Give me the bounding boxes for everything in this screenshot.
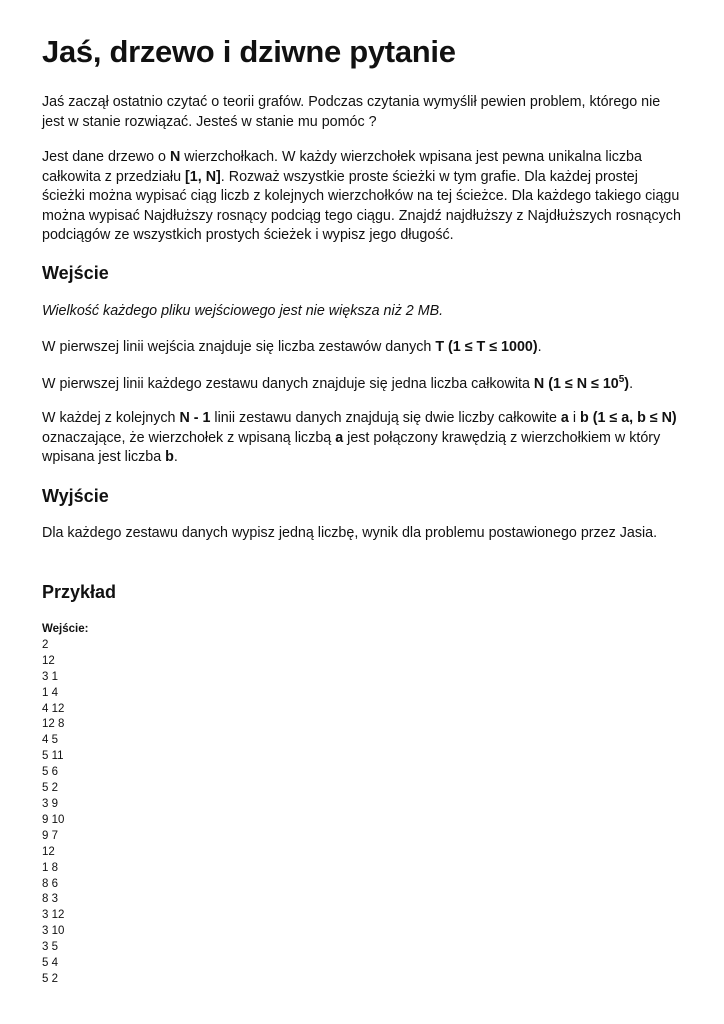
input-line-2 bbox=[42, 375, 682, 395]
example-input-line: 3 5 bbox=[42, 941, 58, 954]
n-constraint-close: ) bbox=[624, 376, 630, 392]
input-line-3-end: . bbox=[173, 449, 178, 465]
example-input-label: Wejście: bbox=[42, 623, 89, 635]
input-line-3-text: W każdej z kolejnych bbox=[42, 410, 180, 426]
n-constraint bbox=[534, 376, 629, 392]
input-line-3-text: i bbox=[568, 410, 580, 426]
example-input-line: 12 bbox=[42, 845, 55, 858]
example-input-line: 5 2 bbox=[42, 782, 58, 795]
example-input-line: 12 bbox=[42, 654, 55, 667]
t-constraint: T (1 ≤ T ≤ 1000) bbox=[435, 339, 538, 355]
var-b: b bbox=[165, 449, 174, 465]
example-input-line: 4 5 bbox=[42, 734, 58, 747]
example-input-line: 12 8 bbox=[42, 718, 65, 731]
example-input-lines bbox=[42, 638, 88, 988]
statement-text: Jest dane drzewo o bbox=[42, 149, 170, 165]
n-constraint-exponent: 5 bbox=[618, 374, 625, 385]
input-line-2-end: . bbox=[629, 376, 634, 392]
size-note: Wielkość każdego pliku wejściowego jest nie większa niż 2 MB. bbox=[42, 303, 444, 319]
example-input-line: 5 11 bbox=[42, 750, 64, 763]
example-input-line: 5 6 bbox=[42, 766, 58, 779]
var-a: a bbox=[335, 429, 344, 446]
input-line-1 bbox=[42, 338, 682, 358]
example-input-line: 3 12 bbox=[42, 909, 65, 922]
statement-text: wierzchołkach. W każdy wierzchołek wpisana jest pewna unikalna liczba całkowita z przedziału bbox=[42, 149, 642, 185]
input-line-3-text: jest połączony krawędzią z wierzchołkiem w który wpisana jest liczba bbox=[42, 429, 661, 465]
ab-constraint: b (1 ≤ a, b ≤ N) bbox=[579, 410, 677, 426]
input-line-1-text: W pierwszej linii wejścia znajduje się liczba zestawów danych bbox=[42, 339, 436, 355]
example-input-line: 2 bbox=[42, 638, 49, 651]
statement-paragraph bbox=[42, 148, 682, 246]
example-input-line: 9 10 bbox=[42, 813, 65, 826]
statement-text: . Rozważ wszystkie proste ścieżki w tym grafie. Dla każdej prostej ścieżki można wypisać ciąg liczb z kolejnych wierzchołków na tej ścieżce. Dla każdego takiego ciągu można wypisać Najdłuższy rosnący podciąg tego ciągu. Znajdź najdłuższy z Najdłuższych rosnących podciągów ze wszystkich prostych ścieżek i wypisz jego długość. bbox=[42, 168, 681, 243]
intro-paragraph: Jaś zaczął ostatnio czytać o teorii grafów. Podczas czytania wymyślił pewien problem, którego nie jest w stanie rozwiązać. Jesteś w stanie mu pomóc ? bbox=[42, 94, 661, 130]
example-input-line: 1 8 bbox=[42, 861, 58, 874]
example-input-line: 1 4 bbox=[42, 686, 58, 699]
input-line-2-text: W pierwszej linii każdego zestawu danych znajduje się jedna liczba całkowita bbox=[42, 376, 534, 392]
example-input-line: 8 6 bbox=[42, 877, 58, 890]
input-line-3 bbox=[42, 409, 682, 468]
example-input-line: 5 4 bbox=[42, 957, 58, 970]
input-line-3-text: linii zestawu danych znajdują się dwie liczby całkowite bbox=[210, 410, 561, 426]
example-heading: Przykład bbox=[42, 582, 117, 602]
output-paragraph: Dla każdego zestawu danych wypisz jedną liczbę, wynik dla problemu postawionego przez Jasia. bbox=[42, 525, 658, 541]
n-minus-1: N - 1 bbox=[179, 410, 211, 426]
example-input-line: 3 10 bbox=[42, 925, 65, 938]
var-a: a bbox=[560, 410, 569, 426]
example-input-line: 9 7 bbox=[42, 829, 58, 842]
range: [1, N] bbox=[185, 168, 221, 185]
example-input-line: 3 1 bbox=[42, 670, 58, 683]
example-input-line: 3 9 bbox=[42, 797, 58, 810]
var-n: N bbox=[169, 149, 181, 165]
input-heading: Wejście bbox=[42, 263, 109, 283]
example-input-line: 4 12 bbox=[42, 702, 65, 715]
example-input bbox=[42, 622, 88, 988]
example-input-line: 8 3 bbox=[42, 893, 58, 906]
page-title: Jaś, drzewo i dziwne pytanie bbox=[42, 34, 456, 69]
example-input-line: 5 2 bbox=[42, 972, 58, 985]
input-line-1-end: . bbox=[537, 339, 542, 355]
output-heading: Wyjście bbox=[42, 486, 109, 506]
input-line-3-text: oznaczające, że wierzchołek z wpisaną liczbą bbox=[42, 429, 336, 446]
n-constraint-text: N (1 ≤ N ≤ 10 bbox=[533, 376, 619, 392]
